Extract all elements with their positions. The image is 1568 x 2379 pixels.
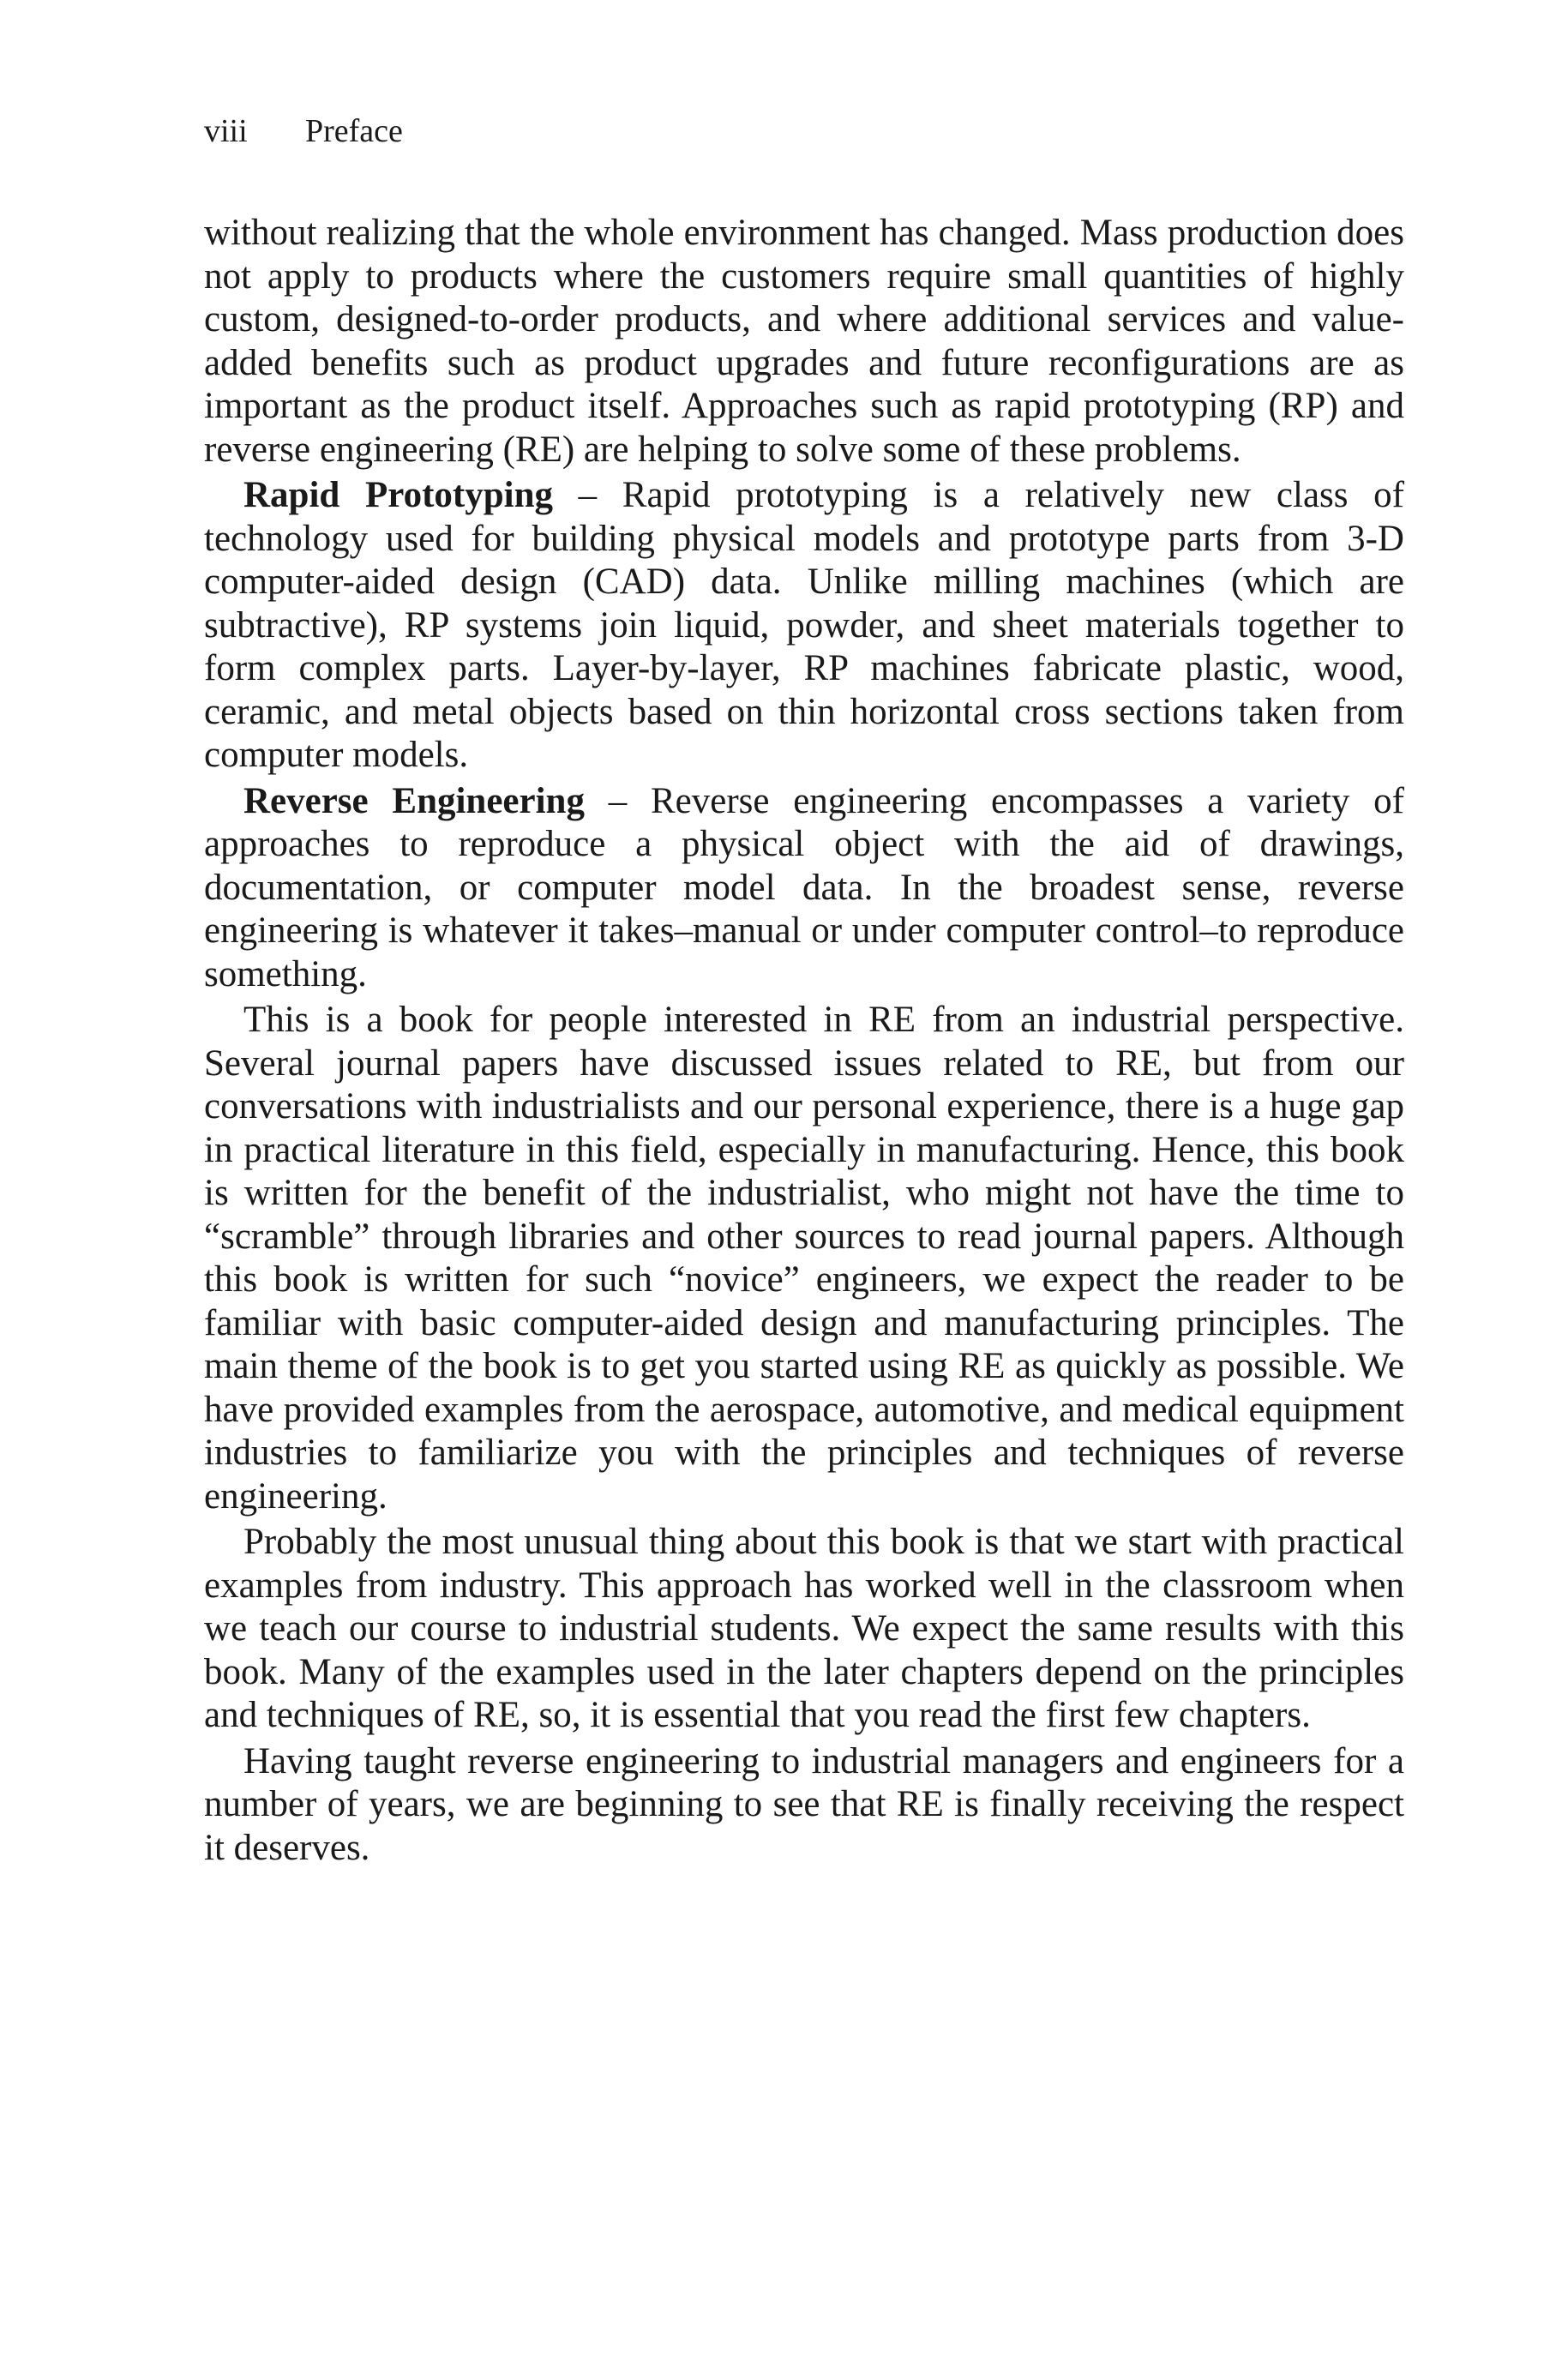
running-head (204, 110, 403, 153)
running-title: Preface (305, 113, 403, 149)
paragraph-rapid-prototyping (204, 474, 1404, 778)
paragraph-approach: Probably the most unusual thing about this book is that we start with practical examples from industry. This approach has worked well in the classroom when we teach our course to industrial students. We expect the same results with this book. Many of the examples used in the later chapters depend on the principles and techniques of RE, so, it is essential that you read the first few chapters. (204, 1522, 1404, 1735)
page-number: viii (204, 113, 248, 149)
paragraph-audience: This is a book for people interested in RE from an industrial perspective. Several journal papers have discussed issues related to RE, but from our conversations with industrialists and our personal experience, there is a huge gap in practical literature in this field, especially in manufacturing. Hence, this book is written for the benefit of the industrialist, who might not have the time to “scramble” through libraries and other sources to read journal papers. Although this book is written for such “novice” engineers, we expect the reader to be familiar with basic computer-aided design and manufacturing principles. The main theme of the book is to get you started using RE as quickly as possible. We have provided examples from the aerospace, automotive, and medical equipment industries to familiarize you with the principles and techniques of reverse engineering. (204, 1000, 1404, 1517)
paragraph-closing: Having taught reverse engineering to industrial managers and engineers for a number of years, we are beginning to see that RE is finally receiving the respect it deserves. (204, 1740, 1404, 1868)
paragraph-continued: without realizing that the whole environment has changed. Mass production does not apply to products where the customers require small quantities of highly custom, designed-to-order products, and where additional services and value-added benefits such as product upgrades and future reconfigurations are as important as the product itself. Approaches such as rapid prototyping (RP) and reverse engineering (RE) are helping to solve some of these problems. (204, 213, 1404, 470)
paragraph-text: – Reverse engineering encompasses a variety of approaches to reproduce a physical object with the aid of drawings, documentation, or computer model data. In the broadest sense, reverse engineering is whatever it takes–manual or under computer control–to reproduce something. (204, 780, 1404, 994)
run-in-heading-rapid-prototyping: Rapid Prototyping (243, 475, 553, 515)
paragraph-reverse-engineering (204, 780, 1404, 997)
paragraph-text: – Rapid prototyping is a relatively new class of technology used for building physical models and prototype parts from 3-D computer-aided design (CAD) data. Unlike milling machines (which are subtractive), RP systems join liquid, powder, and sheet materials together to form complex parts. Layer-by-layer, RP machines fabricate plastic, wood, ceramic, and metal objects based on thin horizontal cross sections taken from computer models. (204, 475, 1404, 775)
run-in-heading-reverse-engineering: Reverse Engineering (243, 780, 585, 821)
body-text (204, 212, 1404, 1870)
